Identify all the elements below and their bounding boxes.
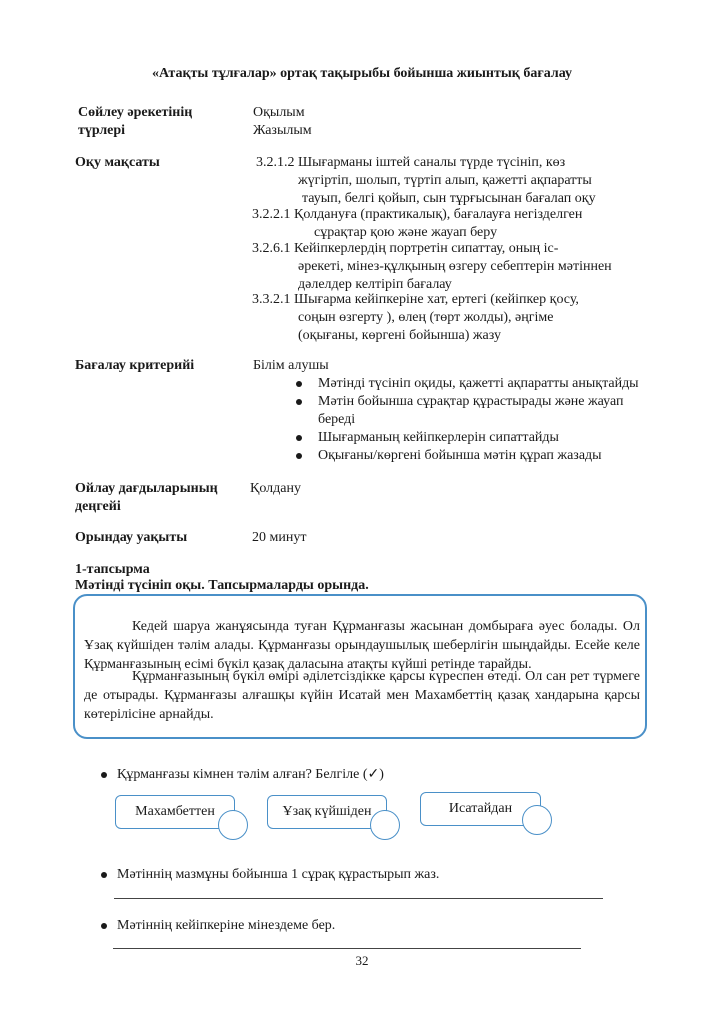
objective-code: 3.2.6.1: [252, 241, 291, 256]
question-1: [95, 766, 384, 784]
objective-line: Қолдануға (практикалық), бағалауға негізделген: [294, 207, 583, 222]
time-value: 20 минут: [252, 530, 307, 545]
criteria-item: Оқығаны/көргені бойынша мәтін құрап жазады: [290, 447, 639, 465]
question-3-text: Мәтіннің кейіпкеріне мінездеме бер.: [117, 918, 336, 933]
speech-types-label-line2: түрлері: [78, 123, 126, 138]
option-makhambet[interactable]: Махамбеттен: [115, 795, 235, 829]
objective-code: 3.2.2.1: [252, 207, 291, 222]
objective-line: Шығарманы іштей саналы түрде түсініп, көз: [298, 155, 566, 170]
objective-line: тауып, белгі қойып, сын тұрғысынан бағалап оқу: [302, 191, 596, 206]
objective-item: [252, 291, 632, 345]
objective-line: әрекеті, мінез-құлқының өзгеру себептерін мәтіннен: [298, 259, 612, 274]
time-label: Орындау уақыты: [75, 530, 188, 545]
objective-code: 3.3.2.1: [252, 292, 291, 307]
criteria-item: Мәтінді түсініп оқиды, қажетті ақпаратты анықтайды: [290, 375, 639, 393]
objective-item: [252, 240, 632, 294]
criteria-item: Мәтін бойынша сұрақтар құрастырады және жауап: [290, 393, 639, 411]
criteria-label: Бағалау критерийі: [75, 358, 195, 373]
bullet-icon: [95, 917, 109, 935]
criteria-list: [290, 375, 639, 465]
criteria-item-continuation: береді: [318, 412, 356, 427]
objective-line: Кейіпкерлердің портретін сипаттау, оның іс-: [294, 241, 559, 256]
objective-line: (оқығаны, көргені бойынша) жазу: [298, 328, 501, 343]
thinking-level-label: [75, 480, 218, 516]
question-3: [95, 917, 335, 935]
speech-types-label-line1: Сөйлеу әрекетінің: [78, 105, 193, 120]
option-uzak-kuishi-checkbox[interactable]: [370, 810, 400, 840]
bullet-icon: [95, 866, 109, 884]
objective-line: соңын өзгерту ), өлең (төрт жолды), әңгіме: [298, 310, 554, 325]
bullet-icon: [95, 766, 109, 784]
thinking-label-line2: деңгейі: [75, 499, 121, 514]
thinking-level-value: Қолдану: [250, 481, 301, 496]
objective-line: жүгіртіп, шолып, түртіп алып, қажетті ақпаратты: [298, 173, 592, 188]
page-title: «Атақты тұлғалар» ортақ тақырыбы бойынша жиынтық бағалау: [151, 66, 572, 81]
speech-type-reading: Оқылым: [253, 105, 305, 120]
option-makhambet-checkbox[interactable]: [218, 810, 248, 840]
option-isatai[interactable]: Исатайдан: [420, 792, 541, 826]
speech-type-writing: Жазылым: [253, 123, 312, 138]
answer-line-3[interactable]: [113, 948, 581, 949]
objective-line: Шығарма кейіпкеріне хат, ертегі (кейіпкер қосу,: [294, 292, 579, 307]
page-number: 32: [355, 953, 369, 968]
reading-paragraph-2: Құрманғазының бүкіл өмірі әділетсіздікке қарсы күреспен өтеді. Ол сан рет түрмеге де отырады. Құрманғазы алғашқы күйін Исатай мен Махамбеттің қазақ хандарына қарсы көтерілісіне арнайды.: [84, 669, 640, 722]
speech-types-label: [78, 104, 192, 140]
question-2-text: Мәтіннің мазмұны бойынша 1 сұрақ құрастырып жаз.: [117, 867, 440, 882]
question-1-text: Құрманғазы кімнен тәлім алған? Белгіле (✓): [117, 767, 384, 782]
answer-line-2[interactable]: [114, 898, 603, 899]
objective-item: [256, 154, 606, 208]
thinking-label-line1: Ойлау дағдыларының: [75, 481, 218, 496]
criteria-item: Шығарманың кейіпкерлерін сипаттайды: [290, 429, 639, 447]
reading-paragraph-1: Кедей шаруа жанұясында туған Құрманғазы жасынан домбыраға әуес болады. Ол Ұзақ күйшіден тәлім алады. Құрманғазы орындаушылық шеберлігін шыңдайды. Есейе келе Құрманғазының есімі бүкіл қазақ даласына атақты күйші ретінде тарайды.: [84, 619, 640, 672]
speech-types-values: [253, 104, 312, 140]
option-isatai-checkbox[interactable]: [522, 805, 552, 835]
question-2: [95, 866, 439, 884]
objective-line: сұрақтар қою және жауап беру: [314, 225, 498, 240]
task-instruction: Мәтінді түсініп оқы. Тапсырмаларды орында.: [75, 578, 369, 593]
criteria-intro: Білім алушы: [253, 358, 329, 373]
objectives-label: Оқу мақсаты: [75, 155, 160, 170]
task-number: 1-тапсырма: [75, 562, 150, 577]
objective-line: дәлелдер келтіріп бағалау: [298, 277, 452, 292]
objective-item: [252, 206, 632, 242]
objective-code: 3.2.1.2: [256, 155, 295, 170]
option-uzak-kuishi[interactable]: Ұзақ күйшіден: [267, 795, 387, 829]
